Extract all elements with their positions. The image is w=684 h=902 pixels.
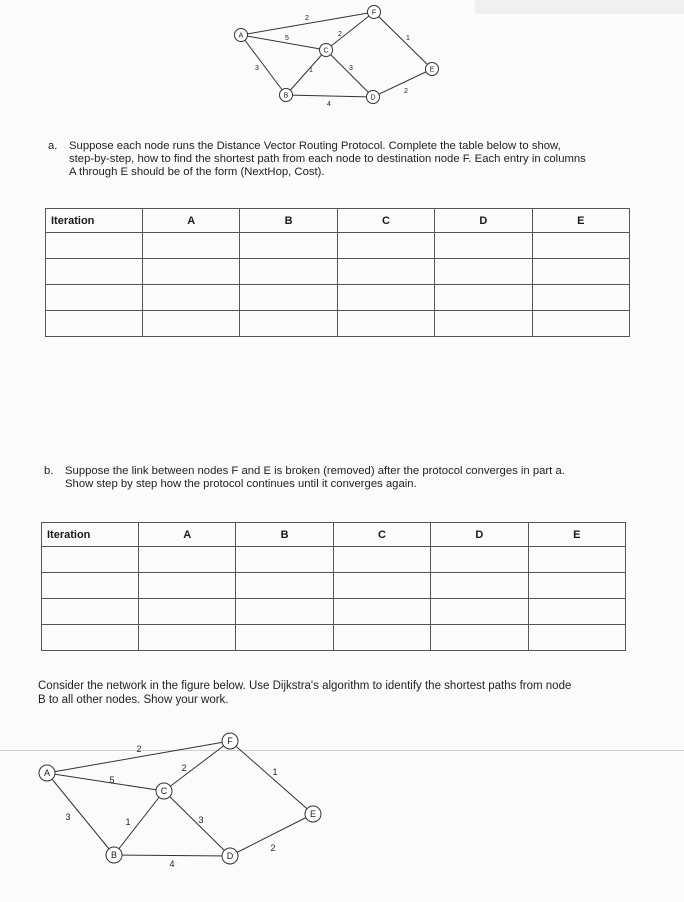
table-cell[interactable]	[435, 259, 532, 285]
edge-a-c	[47, 773, 164, 791]
node-label-c: C	[160, 786, 168, 796]
table-cell[interactable]	[236, 625, 333, 651]
question-a-label: a.	[48, 140, 58, 152]
table-row	[42, 625, 626, 651]
table-cell[interactable]	[337, 311, 434, 337]
table-row	[46, 285, 630, 311]
cost-c-f: 2	[338, 31, 342, 38]
table-row	[42, 547, 626, 573]
cost-a-f: 2	[305, 15, 309, 22]
node-label-f: F	[371, 9, 377, 17]
cost-a-c: 5	[285, 35, 289, 42]
edge-c-f	[164, 741, 230, 791]
table-cell[interactable]	[333, 625, 430, 651]
edge-f-e	[230, 741, 313, 814]
network-graph-top	[225, 0, 455, 110]
edge-a-b	[238, 32, 286, 95]
cost-b-d: 4	[169, 859, 175, 869]
edge-c-f	[326, 9, 377, 50]
cost-c-f: 2	[181, 763, 187, 773]
edge-d-e	[373, 69, 432, 97]
table-b-header-row	[42, 523, 626, 547]
table-cell[interactable]	[42, 599, 139, 625]
table-cell[interactable]	[435, 311, 532, 337]
cost-b-c: 1	[125, 817, 131, 827]
node-label-e: E	[309, 809, 317, 819]
question-dijkstra-line-1: Consider the network in the figure below. Use Dijkstra's algorithm to identify the shortest paths from node	[38, 680, 572, 692]
cost-a-b: 3	[255, 65, 259, 72]
question-dijkstra-line-2: B to all other nodes. Show your work.	[38, 694, 229, 706]
node-label-a: A	[238, 32, 244, 40]
table-a-header-a: A	[143, 209, 240, 233]
table-b-header-c: C	[333, 523, 430, 547]
table-cell[interactable]	[240, 311, 337, 337]
table-cell[interactable]	[143, 285, 240, 311]
table-cell[interactable]	[143, 233, 240, 259]
page-edge-shade	[475, 0, 684, 14]
table-cell[interactable]	[236, 547, 333, 573]
cost-d-e: 2	[404, 88, 408, 95]
question-b-label: b.	[44, 465, 54, 477]
table-a-header-e: E	[532, 209, 629, 233]
table-row	[46, 311, 630, 337]
table-cell[interactable]	[240, 259, 337, 285]
table-b	[41, 522, 626, 651]
table-cell[interactable]	[42, 547, 139, 573]
table-cell[interactable]	[431, 573, 528, 599]
cost-d-e: 2	[270, 843, 276, 853]
table-cell[interactable]	[139, 573, 236, 599]
edge-c-d	[164, 791, 230, 856]
edge-b-c	[114, 791, 164, 855]
edge-b-d	[286, 95, 373, 97]
question-a	[48, 140, 648, 182]
table-cell[interactable]	[42, 625, 139, 651]
question-a-line-2: step-by-step, how to find the shortest path from each node to destination node F. Each entry in columns	[69, 153, 586, 165]
table-cell[interactable]	[240, 233, 337, 259]
table-cell[interactable]	[431, 625, 528, 651]
node-label-f: F	[227, 736, 233, 746]
table-cell[interactable]	[532, 285, 629, 311]
table-b-header-iteration: Iteration	[42, 523, 139, 547]
question-a-line-3: A through E should be of the form (NextHop, Cost).	[69, 166, 325, 178]
cost-f-e: 1	[272, 767, 278, 777]
table-cell[interactable]	[532, 233, 629, 259]
table-a-header-row	[46, 209, 630, 233]
table-cell[interactable]	[143, 259, 240, 285]
table-cell[interactable]	[431, 547, 528, 573]
edge-a-b	[47, 773, 114, 855]
table-a	[45, 208, 630, 337]
node-label-a: A	[43, 768, 51, 778]
table-cell[interactable]	[528, 573, 625, 599]
cost-b-d: 4	[327, 101, 331, 108]
edge-f-e	[371, 9, 432, 69]
table-cell[interactable]	[532, 311, 629, 337]
network-graph-bottom	[30, 728, 330, 873]
table-a-header-iteration: Iteration	[46, 209, 143, 233]
table-cell[interactable]	[139, 547, 236, 573]
table-cell[interactable]	[337, 285, 434, 311]
table-b-header-b: B	[236, 523, 333, 547]
table-cell[interactable]	[46, 259, 143, 285]
table-cell[interactable]	[337, 233, 434, 259]
node-label-d: D	[370, 94, 376, 102]
table-row	[42, 573, 626, 599]
table-a-header-c: C	[337, 209, 434, 233]
question-dijkstra	[38, 679, 658, 709]
table-cell[interactable]	[333, 599, 430, 625]
table-a-header-b: B	[240, 209, 337, 233]
table-cell[interactable]	[46, 233, 143, 259]
table-cell[interactable]	[333, 573, 430, 599]
cost-a-c: 5	[109, 775, 115, 785]
question-b-line-2: Show step by step how the protocol continues until it converges again.	[65, 478, 417, 490]
table-b-header-e: E	[528, 523, 625, 547]
table-a-header-d: D	[435, 209, 532, 233]
table-cell[interactable]	[139, 625, 236, 651]
table-cell[interactable]	[528, 625, 625, 651]
table-b-header-a: A	[139, 523, 236, 547]
table-cell[interactable]	[46, 285, 143, 311]
node-label-d: D	[226, 851, 234, 861]
table-cell[interactable]	[528, 547, 625, 573]
table-row	[46, 259, 630, 285]
table-cell[interactable]	[431, 599, 528, 625]
node-label-b: B	[110, 850, 118, 860]
question-a-line-1: Suppose each node runs the Distance Vector Routing Protocol. Complete the table below to show,	[69, 140, 561, 152]
table-b-header-d: D	[431, 523, 528, 547]
question-b	[44, 465, 644, 495]
edge-a-c	[238, 32, 326, 50]
table-cell[interactable]	[42, 573, 139, 599]
node-label-e: E	[429, 66, 435, 74]
question-b-line-1: Suppose the link between nodes F and E is broken (removed) after the protocol converges in part a.	[65, 465, 565, 477]
table-cell[interactable]	[236, 599, 333, 625]
table-cell[interactable]	[333, 547, 430, 573]
edge-c-d	[326, 50, 373, 97]
table-cell[interactable]	[46, 311, 143, 337]
table-cell[interactable]	[435, 285, 532, 311]
table-cell[interactable]	[528, 599, 625, 625]
table-cell[interactable]	[236, 573, 333, 599]
cost-b-c: 1	[309, 67, 313, 74]
cost-a-b: 3	[65, 812, 71, 822]
table-cell[interactable]	[143, 311, 240, 337]
node-label-b: B	[283, 92, 289, 100]
table-cell[interactable]	[337, 259, 434, 285]
cost-f-e: 1	[406, 35, 410, 42]
table-cell[interactable]	[240, 285, 337, 311]
table-cell[interactable]	[435, 233, 532, 259]
table-cell[interactable]	[532, 259, 629, 285]
edge-b-c	[286, 47, 329, 95]
table-row	[46, 233, 630, 259]
cost-c-d: 3	[198, 815, 204, 825]
table-cell[interactable]	[139, 599, 236, 625]
cost-c-d: 3	[349, 65, 353, 72]
cost-a-f: 2	[136, 744, 142, 754]
table-row	[42, 599, 626, 625]
edge-b-d	[114, 855, 230, 856]
node-label-c: C	[323, 47, 329, 55]
